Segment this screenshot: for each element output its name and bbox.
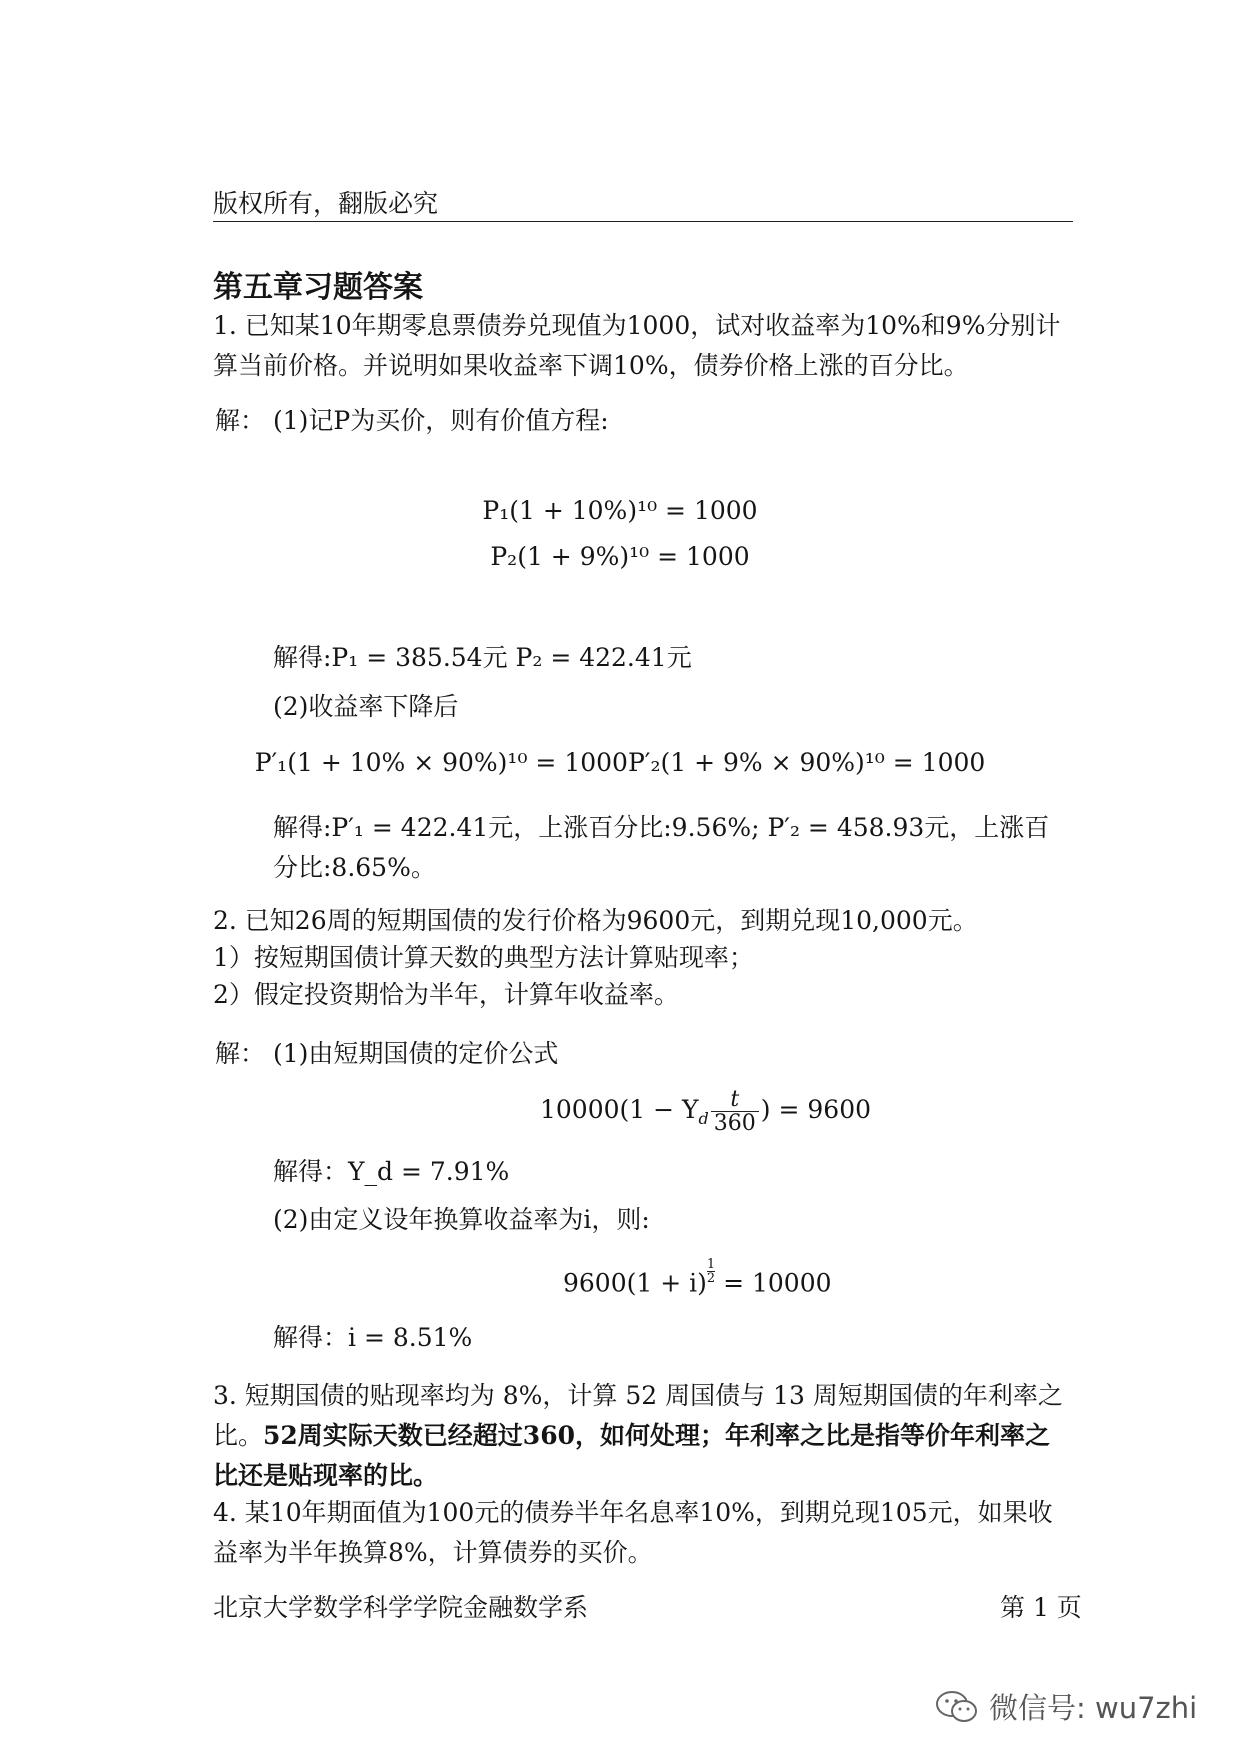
exponent-one-half: [707, 1258, 715, 1285]
problem-3-question: [213, 1376, 1071, 1496]
solution-label: 解：: [215, 406, 266, 435]
equation-p1: P₁(1 + 10%)¹⁰ = 1000: [482, 496, 758, 525]
equation-right: ) = 9600: [760, 1095, 872, 1124]
fraction-denominator: 360: [713, 1111, 756, 1136]
problem-4-question: 4. 某10年期面值为100元的债券半年名息率10%，到期兑现105元，如果收益率为半年换算8%，计算债券的买价。: [213, 1498, 1053, 1567]
solution-label: 解：: [215, 1039, 266, 1068]
footer-page-number: 第 1 页: [1000, 1593, 1082, 1622]
problem-1-result-2: 解得:P′₁ = 422.41元，上涨百分比:9.56%; P′₂ = 458.93元，上涨百分比:8.65%。: [273, 813, 1050, 882]
header-rule: [213, 221, 1073, 222]
equation-p2: P₂(1 + 9%)¹⁰ = 1000: [490, 542, 750, 571]
problem-1-step-2: (2)收益率下降后: [273, 692, 459, 721]
problem-2-question: 2. 已知26周的短期国债的发行价格为9600元，到期兑现10,000元。: [213, 906, 978, 935]
fraction-numerator: t: [711, 1088, 759, 1112]
problem-1-step-1: (1)记P为买价，则有价值方程:: [273, 406, 609, 435]
chapter-title: 第五章习题答案: [213, 270, 423, 305]
problem-3-text: 3. 短期国债的贴现率均为 8%，计算 52 周国债与 13 周短期国债的年利率之比。: [213, 1381, 1063, 1450]
equation-discount-pricing: [540, 1080, 871, 1149]
watermark-text: 微信号: wu7zhi: [989, 1691, 1198, 1725]
equation-right: = 10000: [715, 1268, 832, 1298]
copyright-header: 版权所有，翻版必究: [213, 189, 439, 218]
equation-left: 10000(1 − Y: [540, 1095, 699, 1124]
problem-2-part-1: 1）按短期国债计算天数的典型方法计算贴现率；: [213, 943, 754, 972]
problem-3-bold-note: 52周实际天数已经超过360，如何处理；年利率之比是指等价年利率之比还是贴现率的比。: [213, 1421, 1050, 1490]
equation-annual-yield: [563, 1258, 832, 1303]
fraction-t-over-360: [711, 1088, 759, 1135]
problem-1-result-1: 解得:P₁ = 385.54元 P₂ = 422.41元: [273, 643, 692, 672]
exponent-denominator: 2: [706, 1271, 716, 1286]
problem-2-step-1: (1)由短期国债的定价公式: [273, 1039, 559, 1068]
problem-1-question: 1. 已知某10年期零息票债券兑现值为1000，试对收益率为10%和9%分别计算当前价格。并说明如果收益率下调10%，债券价格上涨的百分比。: [213, 311, 1061, 380]
exponent-numerator: 1: [706, 1257, 716, 1272]
wechat-watermark: [935, 1686, 1197, 1727]
problem-2-part-2: 2）假定投资期恰为半年，计算年收益率。: [213, 980, 679, 1009]
problem-2-step-2: (2)由定义设年换算收益率为i，则:: [273, 1205, 650, 1234]
equation-p-prime: P′₁(1 + 10% × 90%)¹⁰ = 1000P′₂(1 + 9% × 90%)¹⁰ = 1000: [254, 748, 986, 777]
wechat-icon: [935, 1690, 979, 1724]
subscript-d: d: [698, 1109, 709, 1128]
footer-institution: 北京大学数学科学学院金融数学系: [213, 1593, 589, 1622]
problem-2-result-2: 解得：i = 8.51%: [273, 1323, 473, 1352]
problem-2-result-1: 解得：Y_d = 7.91%: [273, 1157, 510, 1186]
equation-left: 9600(1 + i): [563, 1268, 707, 1298]
